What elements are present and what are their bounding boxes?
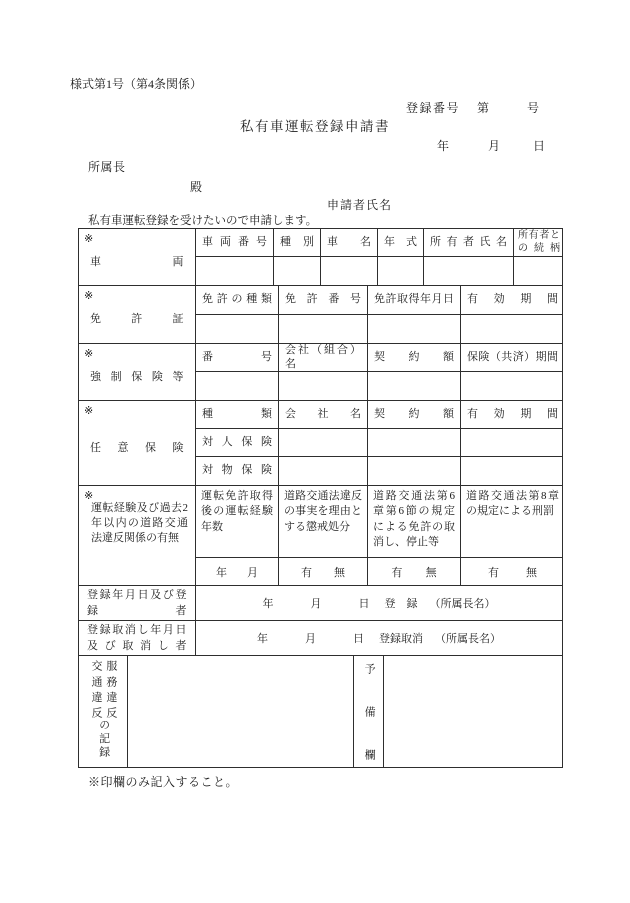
violation-record-entry-cell	[128, 656, 354, 767]
registration-number-suffix: 号	[527, 101, 540, 115]
owner-relationship-header: 所有者との続柄	[518, 230, 560, 254]
entry-cell	[461, 457, 563, 485]
cancellation-label: 登録取消し年月日及び取消し者	[87, 623, 187, 652]
cancellation-label-cell	[79, 621, 196, 655]
asterisk-marker: ※	[84, 348, 94, 360]
registration-number-label: 登録番号	[406, 101, 461, 115]
voluntary-insurance-label-cell	[79, 401, 196, 485]
form-title: 私有車運転登録申請書	[240, 119, 390, 134]
disciplinary-action-header: 道路交通法違反の事実を理由とする懲戒処分	[279, 486, 368, 557]
voluntary-insurance-section	[79, 401, 562, 486]
addressee-label: 所属長	[88, 160, 126, 174]
entry-cell	[196, 315, 279, 343]
vehicle-name-header: 車名	[321, 229, 378, 256]
vehicle-label-cell	[79, 229, 196, 285]
entry-cell	[279, 372, 368, 400]
entry-cell	[279, 457, 368, 485]
contract-amount-header: 契約額	[368, 344, 461, 371]
asterisk-marker: ※	[84, 233, 94, 245]
asterisk-marker: ※	[84, 405, 94, 417]
disciplinary-answer-cell: 有 無	[279, 558, 368, 585]
license-label: 免許証	[90, 313, 184, 325]
license-label-cell	[79, 286, 196, 343]
entry-cell	[378, 257, 424, 285]
validity-period-header: 有効期間	[467, 407, 558, 420]
entry-cell	[368, 429, 461, 456]
asterisk-marker: ※	[84, 490, 94, 502]
policy-number-header: 番号	[196, 344, 279, 371]
traffic-violation-label: 交通違反	[90, 660, 102, 718]
application-table	[78, 228, 563, 768]
voluntary-insurance-label: 任意保険	[90, 441, 184, 454]
contract-amount-header: 契約額	[368, 401, 461, 428]
company-name-header: 会社名	[279, 401, 368, 428]
license-suspension-header: 道路交通法第6章第6節の規定による免許の取消し、停止等	[368, 486, 461, 557]
entry-cell	[461, 429, 563, 456]
penalty-header: 道路交通法第8章の規定による刑罰	[466, 490, 559, 518]
footnote-text: ※印欄のみ記入すること。	[88, 775, 239, 789]
driving-experience-section	[79, 486, 562, 586]
entry-cell	[514, 257, 563, 285]
property-insurance-row-label: 対物保険	[196, 457, 279, 485]
violation-record-label-cell	[79, 656, 128, 767]
entry-cell	[279, 315, 368, 343]
insurance-period-header: 保険（共済）期間	[467, 350, 558, 363]
honorific-label: 殿	[190, 180, 203, 194]
date-day-label: 日	[533, 139, 546, 153]
entry-cell	[368, 315, 461, 343]
reserve-column-label-cell	[354, 656, 384, 767]
company-union-name-header: 会社（組合）名	[279, 344, 368, 371]
vehicle-model-year-header: 年式	[378, 229, 424, 256]
insurance-kind-header: 種類	[196, 401, 279, 428]
entry-cell	[368, 372, 461, 400]
registration-number-prefix: 第	[477, 101, 490, 115]
driving-experience-label: 運転経験及び過去2年以内の道路交通法違反関係の有無	[91, 502, 188, 545]
penalty-answer-cell: 有 無	[488, 566, 537, 579]
reserve-column-label: 予備欄	[363, 663, 376, 760]
liability-insurance-row-label: 対人保険	[196, 429, 279, 456]
declaration-text: 私有車運転登録を受けたいので申請します。	[88, 215, 318, 227]
compulsory-insurance-label: 強制保険等	[90, 370, 184, 383]
experience-years-answer-cell: 年 月	[196, 558, 279, 585]
registration-label: 登録年月日及び登録者	[87, 588, 187, 617]
entry-cell	[274, 257, 321, 285]
record-suffix-label: の記録	[97, 719, 110, 757]
license-class-header: 免許の種類	[196, 286, 279, 314]
license-section	[79, 286, 562, 344]
registration-label-cell	[79, 586, 196, 620]
cancellation-section	[79, 621, 562, 656]
experience-years-header: 運転免許取得後の運転経験年数	[196, 486, 279, 557]
registration-entry-cell: 年 月 日 登 録 （所属長名）	[262, 598, 496, 610]
vehicle-type-header: 種別	[274, 229, 321, 256]
registration-section	[79, 586, 562, 621]
vehicle-label: 車両	[90, 255, 184, 268]
compulsory-insurance-section	[79, 344, 562, 401]
vehicle-section	[79, 229, 562, 286]
license-acquired-date-header: 免許取得年月日	[368, 286, 461, 314]
entry-cell	[424, 257, 514, 285]
license-number-header: 免許番号	[279, 286, 368, 314]
compulsory-insurance-label-cell	[79, 344, 196, 400]
applicant-name-label: 申請者氏名	[327, 198, 393, 212]
license-validity-header: 有効期間	[467, 293, 558, 306]
date-year-label: 年	[437, 139, 450, 153]
entry-cell	[196, 257, 274, 285]
violation-record-section	[79, 656, 562, 767]
reserve-entry-cell	[384, 656, 563, 767]
entry-cell	[461, 372, 563, 400]
entry-cell	[196, 372, 279, 400]
entry-cell	[368, 457, 461, 485]
entry-cell	[461, 315, 563, 343]
form-code: 様式第1号（第4条関係）	[70, 77, 203, 91]
violation-record-label	[88, 660, 118, 718]
suspension-answer-cell: 有 無	[368, 558, 461, 585]
asterisk-marker: ※	[84, 290, 94, 302]
cancellation-entry-cell: 年 月 日 登録取消 （所属長名）	[257, 633, 501, 645]
date-month-label: 月	[488, 139, 501, 153]
entry-cell	[279, 429, 368, 456]
vehicle-number-header: 車両番号	[196, 229, 274, 256]
entry-cell	[321, 257, 378, 285]
owner-name-header: 所有者氏名	[424, 229, 514, 256]
service-violation-label: 服務違反	[104, 660, 117, 718]
driving-experience-label-cell	[79, 486, 196, 585]
